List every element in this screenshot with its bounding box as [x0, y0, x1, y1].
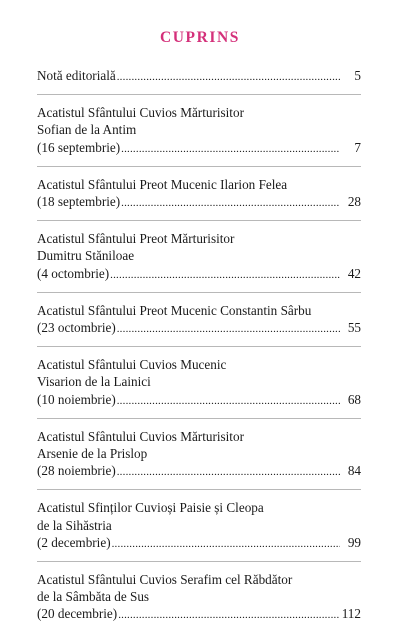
page-number: 99	[347, 534, 361, 550]
entry-title-line: de la Sâmbăta de Sus	[37, 589, 150, 605]
entry-date: (2 decembrie)	[37, 534, 111, 550]
page-number: 55	[347, 320, 361, 336]
dot-leader	[121, 195, 340, 212]
toc-entry[interactable]	[37, 499, 361, 562]
entry-title-line: Acatistul Sfântului Preot Mucenic Constantin Sârbu	[37, 302, 312, 318]
entry-label: Notă editorială	[37, 68, 116, 83]
entry-title-line: Acatistul Sfântului Preot Mucenic Ilarion Felea	[37, 176, 288, 192]
page-number: 112	[341, 606, 361, 622]
entry-title-line: Acatistul Sfântului Cuvios Mărturisitor	[37, 428, 244, 444]
entry-title-line: Acatistul Sfinților Cuvioși Paisie și Cleopa	[37, 500, 264, 516]
entry-title-line: Dumitru Stăniloae	[37, 248, 135, 264]
entry-title-line: Acatistul Sfântului Cuvios Mărturisitor	[37, 105, 244, 121]
page-title: CUPRINS	[159, 29, 241, 46]
page-number: 7	[354, 139, 361, 155]
toc-entry[interactable]	[37, 356, 361, 419]
dot-leader	[117, 464, 340, 481]
entry-date: (10 noiembrie)	[37, 391, 116, 407]
toc-entry[interactable]	[37, 302, 361, 347]
entry-title-line: Acatistul Sfântului Preot Mărturisitor	[37, 231, 235, 247]
entry-title-line: Acatistul Sfântului Cuvios Mucenic	[37, 357, 227, 373]
toc-entry[interactable]	[37, 67, 361, 95]
entry-title-line: Sofian de la Antim	[37, 122, 137, 138]
page-number: 5	[354, 68, 361, 83]
toc-entry[interactable]	[37, 230, 361, 293]
entry-title-line: Visarion de la Lainici	[37, 374, 151, 390]
entry-date: (20 decembrie)	[37, 606, 118, 622]
entry-title-line: Arsenie de la Prislop	[37, 446, 148, 462]
dot-leader	[112, 536, 340, 553]
entry-title-line: de la Sihăstria	[37, 517, 112, 533]
toc-entry[interactable]	[37, 428, 361, 491]
dot-leader	[117, 393, 340, 410]
table-of-contents	[37, 67, 361, 642]
dot-leader	[121, 141, 340, 158]
dot-leader	[117, 321, 340, 338]
entry-title-line: Acatistul Sfântului Cuvios Serafim cel Răbdător	[37, 572, 293, 588]
page-number: 84	[347, 463, 361, 479]
entry-date: (16 septembrie)	[37, 139, 121, 155]
page-number: 68	[347, 391, 361, 407]
entry-date: (4 octombrie)	[37, 265, 110, 281]
page-number: 42	[347, 265, 361, 281]
entry-date: (23 octombrie)	[37, 320, 116, 336]
toc-entry[interactable]	[37, 176, 361, 221]
toc-entry[interactable]	[37, 571, 361, 633]
dot-leader	[117, 69, 340, 86]
entry-date: (28 noiembrie)	[37, 463, 116, 479]
dot-leader	[118, 607, 339, 624]
toc-entry[interactable]	[37, 104, 361, 167]
dot-leader	[110, 267, 340, 284]
entry-date: (18 septembrie)	[37, 194, 121, 210]
page-number: 28	[347, 194, 361, 210]
